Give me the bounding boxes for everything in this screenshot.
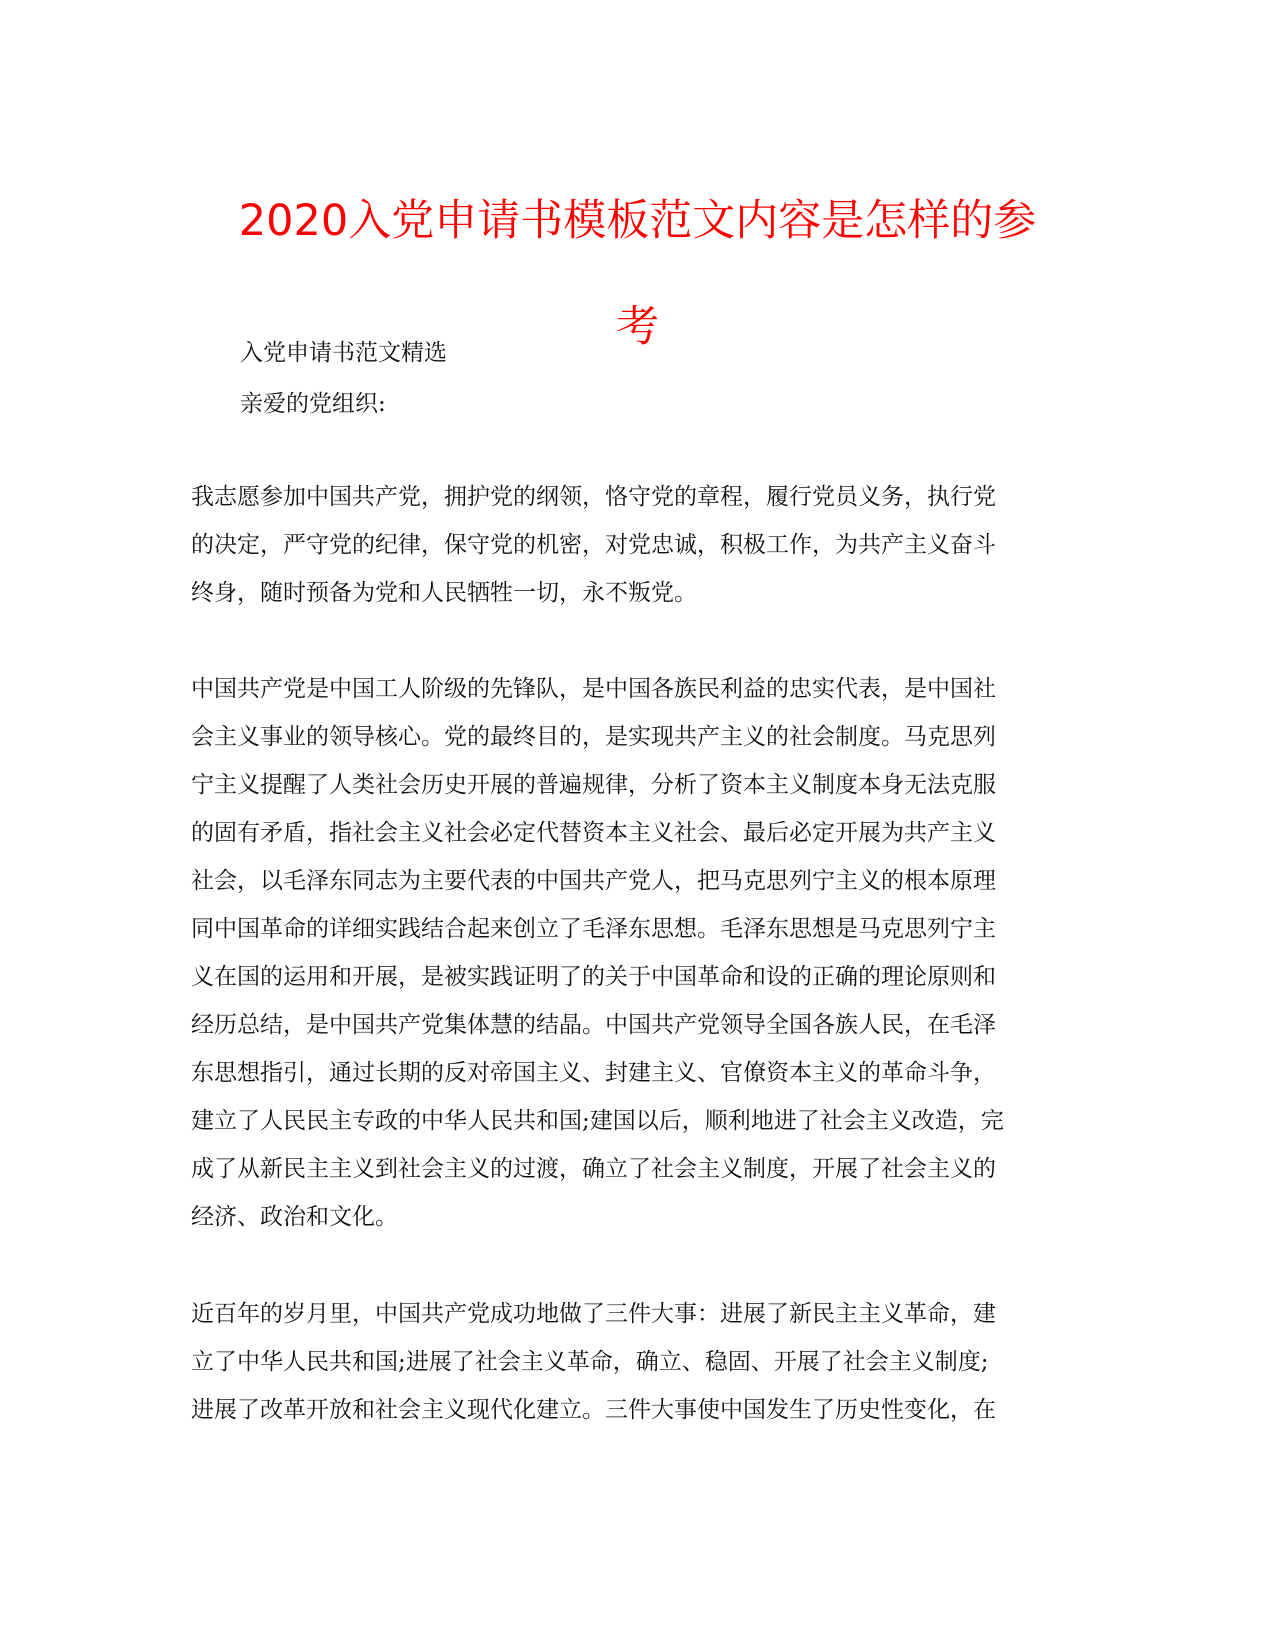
salutation: 亲爱的党组织: <box>240 391 386 417</box>
document-subtitle: 入党申请书范文精选 <box>240 340 447 366</box>
paragraph-3 <box>191 1290 1091 1434</box>
paragraph-line: 我志愿参加中国共产党，拥护党的纲领，恪守党的章程，履行党员义务，执行党 <box>191 484 996 510</box>
paragraph-line: 建立了人民民主专政的中华人民共和国;建国以后，顺利地进了社会主义改造，完 <box>191 1108 1004 1134</box>
paragraph-line: 义在国的运用和开展，是被实践证明了的关于中国革命和设的正确的理论原则和 <box>191 964 996 990</box>
paragraph-line: 的固有矛盾，指社会主义社会必定代替资本主义社会、最后必定开展为共产主义 <box>191 820 996 846</box>
paragraph-line: 经济、政治和文化。 <box>191 1204 398 1230</box>
paragraph-line: 中国共产党是中国工人阶级的先锋队，是中国各族民利益的忠实代表，是中国社 <box>191 676 996 702</box>
paragraph-line: 的决定，严守党的纪律，保守党的机密，对党忠诚，积极工作，为共产主义奋斗 <box>191 532 996 558</box>
paragraph-line: 立了中华人民共和国;进展了社会主义革命，确立、稳固、开展了社会主义制度; <box>191 1349 989 1375</box>
paragraph-1 <box>191 473 1091 617</box>
title-line: 考 <box>616 302 659 352</box>
title-line: 2020入党申请书模板范文内容是怎样的参 <box>238 196 1037 246</box>
paragraph-line: 社会，以毛泽东同志为主要代表的中国共产党人，把马克思列宁主义的根本原理 <box>191 868 996 894</box>
paragraph-line: 终身，随时预备为党和人民牺牲一切，永不叛党。 <box>191 580 697 606</box>
paragraph-line: 近百年的岁月里，中国共产党成功地做了三件大事：进展了新民主主义革命，建 <box>191 1301 996 1327</box>
paragraph-2 <box>191 665 1091 1241</box>
paragraph-line: 成了从新民主主义到社会主义的过渡，确立了社会主义制度，开展了社会主义的 <box>191 1156 996 1182</box>
paragraph-line: 会主义事业的领导核心。党的最终目的，是实现共产主义的社会制度。马克思列 <box>191 724 996 750</box>
paragraph-line: 进展了改革开放和社会主义现代化建立。三件大事使中国发生了历史性变化，在 <box>191 1397 996 1423</box>
paragraph-line: 经历总结，是中国共产党集体慧的结晶。中国共产党领导全国各族人民，在毛泽 <box>191 1012 996 1038</box>
paragraph-line: 东思想指引，通过长期的反对帝国主义、封建主义、官僚资本主义的革命斗争， <box>191 1060 996 1086</box>
paragraph-line: 宁主义提醒了人类社会历史开展的普遍规律，分析了资本主义制度本身无法克服 <box>191 772 996 798</box>
paragraph-line: 同中国革命的详细实践结合起来创立了毛泽东思想。毛泽东思想是马克思列宁主 <box>191 916 996 942</box>
